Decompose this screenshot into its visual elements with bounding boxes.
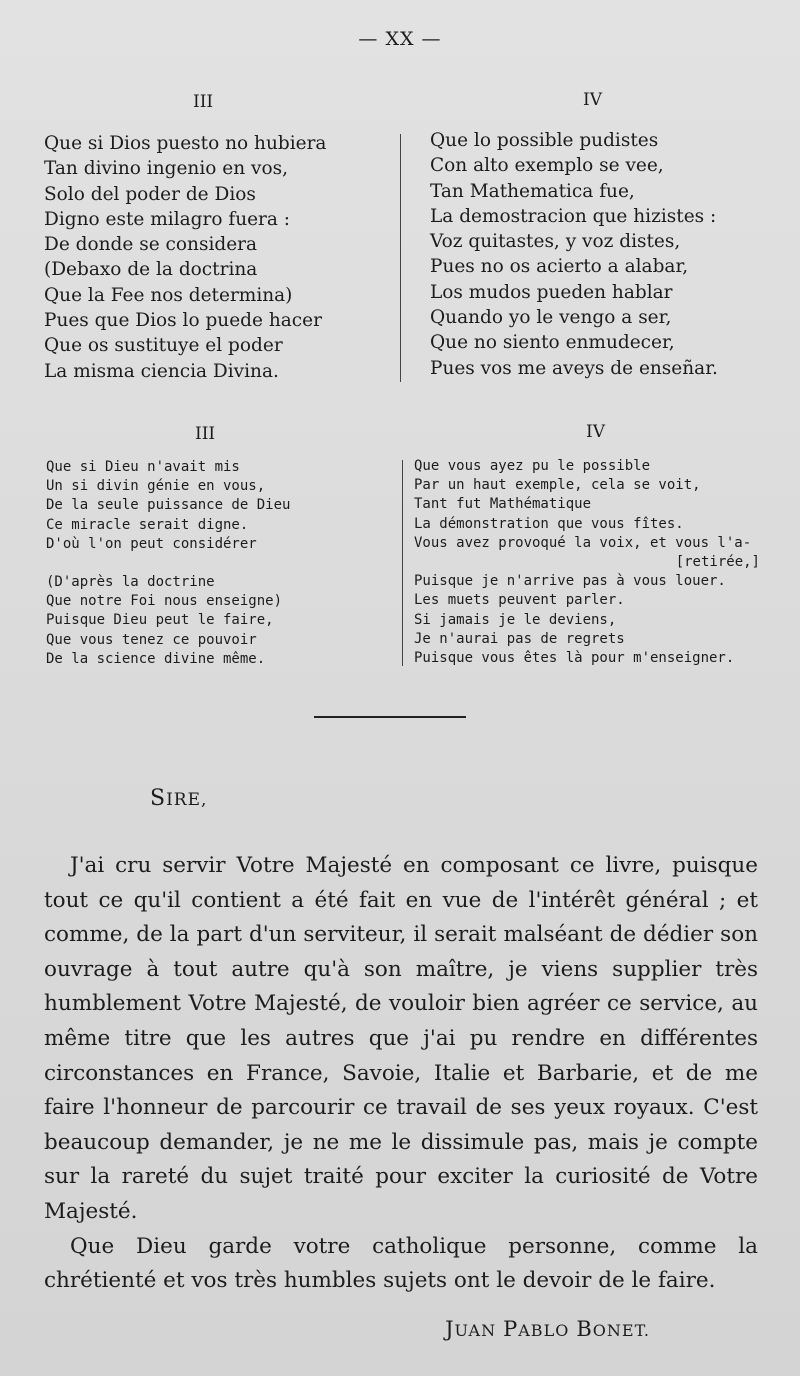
verse-line: Je n'aurai pas de regrets (414, 630, 625, 647)
verse-line: Que vous ayez pu le possible (414, 458, 651, 474)
dedication-letter (44, 849, 758, 1299)
verse-line: Ce miracle serait digne. (46, 516, 249, 533)
verse-line: Que os sustituye el poder (44, 335, 283, 357)
verse-line: Que si Dios puesto no hubiera (44, 133, 327, 154)
verse-line: De la science divine même. (46, 650, 266, 667)
verse-line: Que notre Foi nous enseigne) (46, 593, 283, 610)
verse-line: (D'après la doctrine (46, 574, 215, 591)
page-number: — XX — (358, 28, 442, 50)
verse-line: Tan divino ingenio en vos, (44, 158, 288, 180)
column-divider (402, 460, 403, 666)
verse-line: Tant fut Mathématique (414, 496, 592, 513)
verse-line: Que lo possible pudistes (430, 130, 659, 151)
spanish-stanza-iii-title: III (193, 92, 214, 112)
verse-line: Tan Mathematica fue, (430, 180, 635, 202)
letter-paragraph: J'ai cru servir Votre Majesté en composant ce livre, puisque tout ce qu'il contient a été fait en vue de l'intérêt général ; et comme, de la part d'un serviteur, il serait malséant de dédier son ouvrage à tout autre qu'à son maître, je viens supplier très humblement Votre Majesté, de vouloir bien agréer ce service, au même titre que les autres que j'ai pu rendre en différentes circonstances en France, Savoie, Italie et Barbarie, et de me faire l'honneur de parcourir ce travail de ses yeux royaux. C'est beaucoup demander, je ne me le dissimule pas, mais je compte sur la rareté du sujet traité pour exciter la curiosité de Votre Majesté. (44, 853, 758, 1224)
french-stanza-iv-title: IV (586, 422, 605, 442)
verse-line: Un si divin génie en vous, (46, 478, 266, 495)
spanish-stanza-iv-title: IV (583, 90, 602, 110)
verse-line: Pues no os acierto a alabar, (430, 256, 689, 278)
verse-line: Puisque je n'arrive pas à vous louer. (414, 573, 726, 590)
verse-line: Voz quitastes, y voz distes, (430, 231, 681, 253)
verse-line: Que no siento enmudecer, (430, 332, 675, 354)
spanish-stanza-iv (430, 128, 718, 381)
salutation: SIRE, (150, 786, 208, 811)
verse-line: Los mudos pueden hablar (430, 281, 673, 303)
verse-line: De donde se considera (44, 234, 258, 256)
column-divider (400, 134, 401, 382)
verse-line: Par un haut exemple, cela se voit, (414, 477, 701, 494)
verse-line: Digno este milagro fuera : (44, 208, 291, 230)
verse-line: Que la Fee nos determina) (44, 284, 293, 306)
verse-line: Vous avez provoqué la voix, et vous l'a- (414, 534, 752, 551)
french-stanza-iii-title: III (195, 424, 216, 444)
verse-line: La demostracion que hizistes : (430, 205, 717, 227)
verse-line: De la seule puissance de Dieu (46, 497, 291, 514)
verse-line: Pues vos me aveys de enseñar. (430, 357, 718, 379)
signature: JUAN PABLO BONET. (445, 1317, 650, 1341)
verse-line: D'où l'on peut considérer (46, 535, 257, 552)
spanish-stanza-iii (44, 131, 326, 384)
letter-paragraph: Que Dieu garde votre catholique personne, comme la chrétienté et vos très humbles sujets ont le devoir de le faire. (44, 1233, 758, 1294)
verse-line: Si jamais je le deviens, (414, 611, 617, 628)
verse-line: Quando yo le vengo a ser, (430, 307, 672, 329)
verse-line: Con alto exemplo se vee, (430, 155, 664, 177)
verse-line (46, 554, 290, 573)
verse-line: La misma ciencia Divina. (44, 360, 279, 382)
verse-line: Pues que Dios lo puede hacer (44, 310, 322, 332)
verse-line: Solo del poder de Dios (44, 183, 256, 205)
verse-line: Que si Dieu n'avait mis (46, 459, 240, 475)
french-stanza-iii (46, 458, 290, 669)
section-rule (314, 716, 466, 718)
verse-line: Puisque Dieu peut le faire, (46, 612, 274, 629)
verse-line: [retirée,] (675, 554, 760, 571)
verse-line: (Debaxo de la doctrina (44, 259, 258, 281)
verse-line: Puisque vous êtes là pour m'enseigner. (414, 650, 735, 667)
verse-line: La démonstration que vous fîtes. (414, 515, 684, 532)
verse-line: Que vous tenez ce pouvoir (46, 631, 257, 648)
verse-line: Les muets peuvent parler. (414, 592, 625, 609)
french-stanza-iv (414, 457, 760, 668)
